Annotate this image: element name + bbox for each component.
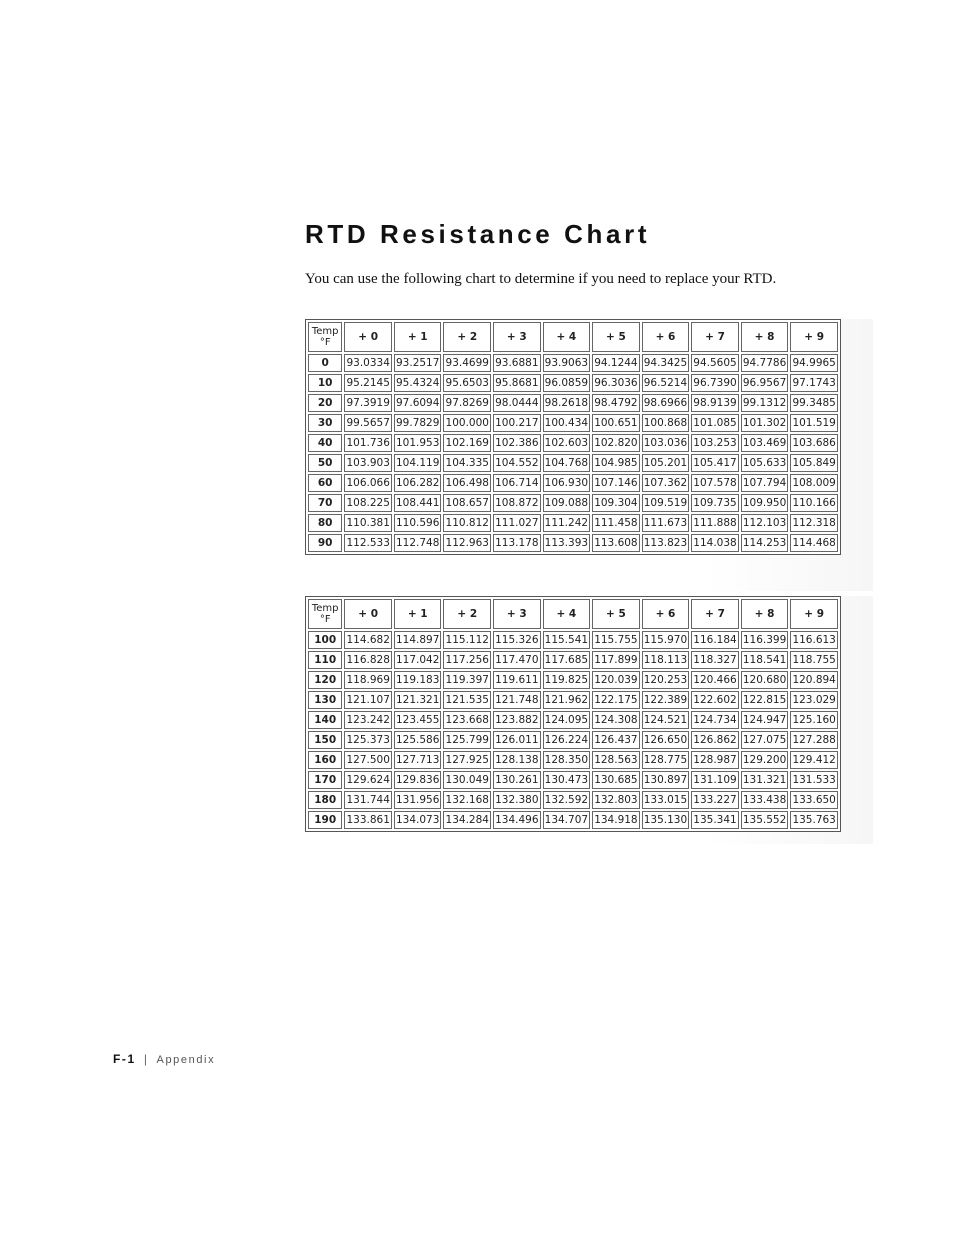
resistance-cell: 101.519 [790, 414, 838, 432]
resistance-cell: 124.308 [592, 711, 640, 729]
resistance-cell: 101.085 [691, 414, 739, 432]
resistance-cell: 127.500 [344, 751, 392, 769]
offset-column-header: + 5 [592, 599, 640, 629]
resistance-cell: 104.335 [443, 454, 491, 472]
resistance-cell: 131.956 [394, 791, 442, 809]
resistance-cell: 113.608 [592, 534, 640, 552]
table-row [308, 514, 838, 532]
temp-cell: 120 [308, 671, 342, 689]
resistance-cell: 130.473 [543, 771, 591, 789]
resistance-cell: 134.496 [493, 811, 541, 829]
resistance-cell: 95.2145 [344, 374, 392, 392]
resistance-cell: 116.828 [344, 651, 392, 669]
resistance-cell: 135.130 [642, 811, 690, 829]
rtd-table-2 [305, 596, 841, 832]
resistance-cell: 107.362 [642, 474, 690, 492]
resistance-cell: 129.624 [344, 771, 392, 789]
resistance-cell: 114.682 [344, 631, 392, 649]
resistance-cell: 118.541 [741, 651, 789, 669]
resistance-cell: 96.0859 [543, 374, 591, 392]
temp-cell: 30 [308, 414, 342, 432]
offset-column-header: + 5 [592, 322, 640, 352]
resistance-cell: 120.466 [691, 671, 739, 689]
resistance-cell: 94.1244 [592, 354, 640, 372]
resistance-cell: 109.304 [592, 494, 640, 512]
temp-cell: 0 [308, 354, 342, 372]
table-row [308, 711, 838, 729]
resistance-cell: 128.775 [642, 751, 690, 769]
resistance-cell: 115.755 [592, 631, 640, 649]
temp-cell: 80 [308, 514, 342, 532]
table-row [308, 434, 838, 452]
resistance-cell: 99.3485 [790, 394, 838, 412]
resistance-cell: 133.227 [691, 791, 739, 809]
table-row [308, 454, 838, 472]
footer-separator: | [143, 1052, 149, 1066]
resistance-cell: 110.812 [443, 514, 491, 532]
resistance-cell: 126.224 [543, 731, 591, 749]
resistance-cell: 98.0444 [493, 394, 541, 412]
resistance-cell: 108.872 [493, 494, 541, 512]
offset-column-header: + 1 [394, 599, 442, 629]
resistance-cell: 113.823 [642, 534, 690, 552]
resistance-cell: 124.734 [691, 711, 739, 729]
resistance-cell: 127.713 [394, 751, 442, 769]
resistance-cell: 95.4324 [394, 374, 442, 392]
temp-cell: 130 [308, 691, 342, 709]
resistance-cell: 101.302 [741, 414, 789, 432]
resistance-cell: 135.341 [691, 811, 739, 829]
resistance-cell: 115.970 [642, 631, 690, 649]
temp-header-label: Temp [311, 326, 339, 337]
resistance-cell: 94.9965 [790, 354, 838, 372]
resistance-cell: 106.930 [543, 474, 591, 492]
resistance-cell: 98.2618 [543, 394, 591, 412]
resistance-cell: 97.6094 [394, 394, 442, 412]
section-name: Appendix [156, 1054, 216, 1066]
resistance-cell: 132.592 [543, 791, 591, 809]
resistance-cell: 106.498 [443, 474, 491, 492]
resistance-cell: 132.168 [443, 791, 491, 809]
resistance-cell: 119.611 [493, 671, 541, 689]
resistance-cell: 134.073 [394, 811, 442, 829]
resistance-cell: 108.441 [394, 494, 442, 512]
resistance-cell: 97.3919 [344, 394, 392, 412]
resistance-cell: 104.119 [394, 454, 442, 472]
resistance-cell: 133.861 [344, 811, 392, 829]
table-row [308, 651, 838, 669]
offset-column-header: + 6 [642, 322, 690, 352]
resistance-cell: 131.744 [344, 791, 392, 809]
page-footer [113, 1052, 215, 1066]
resistance-cell: 98.4792 [592, 394, 640, 412]
resistance-cell: 111.888 [691, 514, 739, 532]
resistance-cell: 120.253 [642, 671, 690, 689]
resistance-cell: 129.412 [790, 751, 838, 769]
resistance-cell: 134.284 [443, 811, 491, 829]
table-row [308, 494, 838, 512]
resistance-cell: 96.3036 [592, 374, 640, 392]
temp-header-unit: °F [319, 337, 331, 348]
resistance-cell: 93.4699 [443, 354, 491, 372]
resistance-cell: 108.009 [790, 474, 838, 492]
resistance-cell: 123.668 [443, 711, 491, 729]
temp-cell: 190 [308, 811, 342, 829]
resistance-cell: 106.282 [394, 474, 442, 492]
resistance-cell: 130.685 [592, 771, 640, 789]
resistance-cell: 115.112 [443, 631, 491, 649]
resistance-cell: 130.049 [443, 771, 491, 789]
resistance-cell: 115.326 [493, 631, 541, 649]
table-row [308, 534, 838, 552]
resistance-cell: 101.736 [344, 434, 392, 452]
resistance-cell: 112.318 [790, 514, 838, 532]
resistance-cell: 119.397 [443, 671, 491, 689]
temp-cell: 160 [308, 751, 342, 769]
resistance-cell: 109.735 [691, 494, 739, 512]
resistance-cell: 124.095 [543, 711, 591, 729]
resistance-cell: 100.651 [592, 414, 640, 432]
table-row [308, 354, 838, 372]
resistance-cell: 103.036 [642, 434, 690, 452]
resistance-cell: 122.602 [691, 691, 739, 709]
resistance-cell: 94.3425 [642, 354, 690, 372]
resistance-cell: 103.686 [790, 434, 838, 452]
offset-column-header: + 7 [691, 599, 739, 629]
resistance-cell: 119.183 [394, 671, 442, 689]
resistance-cell: 104.768 [543, 454, 591, 472]
resistance-cell: 95.6503 [443, 374, 491, 392]
resistance-cell: 134.918 [592, 811, 640, 829]
resistance-cell: 102.603 [543, 434, 591, 452]
offset-column-header: + 9 [790, 599, 838, 629]
resistance-cell: 110.381 [344, 514, 392, 532]
resistance-cell: 125.160 [790, 711, 838, 729]
resistance-cell: 109.950 [741, 494, 789, 512]
resistance-cell: 105.417 [691, 454, 739, 472]
resistance-cell: 109.519 [642, 494, 690, 512]
table-row [308, 474, 838, 492]
temp-cell: 20 [308, 394, 342, 412]
resistance-cell: 117.685 [543, 651, 591, 669]
resistance-cell: 124.521 [642, 711, 690, 729]
resistance-cell: 126.862 [691, 731, 739, 749]
resistance-cell: 116.184 [691, 631, 739, 649]
resistance-cell: 127.925 [443, 751, 491, 769]
resistance-cell: 114.468 [790, 534, 838, 552]
resistance-cell: 134.707 [543, 811, 591, 829]
resistance-cell: 126.650 [642, 731, 690, 749]
resistance-cell: 108.657 [443, 494, 491, 512]
resistance-cell: 121.321 [394, 691, 442, 709]
resistance-cell: 100.868 [642, 414, 690, 432]
resistance-cell: 103.469 [741, 434, 789, 452]
intro-paragraph: You can use the following chart to determine if you need to replace your RTD. [305, 271, 777, 287]
resistance-cell: 120.680 [741, 671, 789, 689]
resistance-cell: 133.438 [741, 791, 789, 809]
resistance-cell: 122.815 [741, 691, 789, 709]
temp-cell: 140 [308, 711, 342, 729]
resistance-cell: 119.825 [543, 671, 591, 689]
resistance-cell: 120.039 [592, 671, 640, 689]
resistance-cell: 96.9567 [741, 374, 789, 392]
table-row [308, 731, 838, 749]
table-row [308, 811, 838, 829]
table-header-row [308, 322, 838, 352]
resistance-cell: 106.714 [493, 474, 541, 492]
table-row [308, 791, 838, 809]
resistance-cell: 123.882 [493, 711, 541, 729]
resistance-cell: 127.075 [741, 731, 789, 749]
resistance-cell: 100.000 [443, 414, 491, 432]
resistance-cell: 100.217 [493, 414, 541, 432]
resistance-cell: 123.455 [394, 711, 442, 729]
resistance-cell: 102.386 [493, 434, 541, 452]
resistance-cell: 127.288 [790, 731, 838, 749]
resistance-cell: 124.947 [741, 711, 789, 729]
offset-column-header: + 8 [741, 599, 789, 629]
resistance-cell: 113.178 [493, 534, 541, 552]
resistance-cell: 123.029 [790, 691, 838, 709]
temp-column-header [308, 322, 342, 352]
resistance-cell: 125.799 [443, 731, 491, 749]
table-row [308, 771, 838, 789]
resistance-cell: 118.327 [691, 651, 739, 669]
temp-cell: 70 [308, 494, 342, 512]
resistance-cell: 135.552 [741, 811, 789, 829]
resistance-cell: 99.7829 [394, 414, 442, 432]
offset-column-header: + 9 [790, 322, 838, 352]
resistance-cell: 93.9063 [543, 354, 591, 372]
resistance-cell: 103.253 [691, 434, 739, 452]
resistance-cell: 111.673 [642, 514, 690, 532]
temp-cell: 90 [308, 534, 342, 552]
resistance-cell: 108.225 [344, 494, 392, 512]
resistance-cell: 105.849 [790, 454, 838, 472]
resistance-cell: 100.434 [543, 414, 591, 432]
page-title: RTD Resistance Chart [305, 219, 651, 249]
resistance-cell: 118.969 [344, 671, 392, 689]
resistance-cell: 130.897 [642, 771, 690, 789]
resistance-cell: 107.794 [741, 474, 789, 492]
offset-column-header: + 3 [493, 322, 541, 352]
resistance-cell: 117.256 [443, 651, 491, 669]
resistance-cell: 97.1743 [790, 374, 838, 392]
resistance-cell: 110.166 [790, 494, 838, 512]
resistance-cell: 126.437 [592, 731, 640, 749]
resistance-cell: 132.380 [493, 791, 541, 809]
temp-cell: 60 [308, 474, 342, 492]
rtd-table-1-container [305, 319, 873, 591]
resistance-cell: 112.533 [344, 534, 392, 552]
temp-cell: 180 [308, 791, 342, 809]
temp-cell: 150 [308, 731, 342, 749]
offset-column-header: + 8 [741, 322, 789, 352]
resistance-cell: 128.987 [691, 751, 739, 769]
resistance-cell: 99.1312 [741, 394, 789, 412]
resistance-cell: 94.5605 [691, 354, 739, 372]
page-number: F-1 [113, 1052, 136, 1066]
offset-column-header: + 4 [543, 599, 591, 629]
resistance-cell: 101.953 [394, 434, 442, 452]
temp-cell: 10 [308, 374, 342, 392]
temp-cell: 40 [308, 434, 342, 452]
resistance-cell: 110.596 [394, 514, 442, 532]
table-header-row [308, 599, 838, 629]
table-row [308, 631, 838, 649]
resistance-cell: 102.820 [592, 434, 640, 452]
resistance-cell: 116.613 [790, 631, 838, 649]
resistance-cell: 130.261 [493, 771, 541, 789]
temp-header-unit: °F [319, 614, 331, 625]
resistance-cell: 113.393 [543, 534, 591, 552]
resistance-cell: 93.6881 [493, 354, 541, 372]
resistance-cell: 123.242 [344, 711, 392, 729]
temp-cell: 110 [308, 651, 342, 669]
resistance-cell: 125.373 [344, 731, 392, 749]
offset-column-header: + 2 [443, 322, 491, 352]
resistance-cell: 133.650 [790, 791, 838, 809]
resistance-cell: 121.748 [493, 691, 541, 709]
resistance-cell: 104.985 [592, 454, 640, 472]
resistance-cell: 107.578 [691, 474, 739, 492]
table-row [308, 751, 838, 769]
resistance-cell: 122.389 [642, 691, 690, 709]
resistance-cell: 97.8269 [443, 394, 491, 412]
table-row [308, 374, 838, 392]
resistance-cell: 121.962 [543, 691, 591, 709]
offset-column-header: + 7 [691, 322, 739, 352]
rtd-table-1 [305, 319, 841, 555]
resistance-cell: 133.015 [642, 791, 690, 809]
resistance-cell: 98.9139 [691, 394, 739, 412]
resistance-cell: 132.803 [592, 791, 640, 809]
resistance-cell: 112.748 [394, 534, 442, 552]
resistance-cell: 105.633 [741, 454, 789, 472]
rtd-table-2-container [305, 596, 873, 844]
resistance-cell: 111.458 [592, 514, 640, 532]
resistance-cell: 112.963 [443, 534, 491, 552]
resistance-cell: 128.138 [493, 751, 541, 769]
temp-cell: 170 [308, 771, 342, 789]
offset-column-header: + 1 [394, 322, 442, 352]
resistance-cell: 102.169 [443, 434, 491, 452]
table-row [308, 671, 838, 689]
resistance-cell: 94.7786 [741, 354, 789, 372]
temp-column-header [308, 599, 342, 629]
offset-column-header: + 2 [443, 599, 491, 629]
resistance-cell: 93.2517 [394, 354, 442, 372]
resistance-cell: 95.8681 [493, 374, 541, 392]
resistance-cell: 109.088 [543, 494, 591, 512]
offset-column-header: + 3 [493, 599, 541, 629]
resistance-cell: 121.107 [344, 691, 392, 709]
resistance-cell: 106.066 [344, 474, 392, 492]
resistance-cell: 118.755 [790, 651, 838, 669]
temp-cell: 100 [308, 631, 342, 649]
resistance-cell: 96.7390 [691, 374, 739, 392]
resistance-cell: 99.5657 [344, 414, 392, 432]
resistance-cell: 129.200 [741, 751, 789, 769]
resistance-cell: 117.899 [592, 651, 640, 669]
resistance-cell: 98.6966 [642, 394, 690, 412]
table-row [308, 394, 838, 412]
resistance-cell: 128.350 [543, 751, 591, 769]
resistance-cell: 131.321 [741, 771, 789, 789]
resistance-cell: 111.027 [493, 514, 541, 532]
resistance-cell: 121.535 [443, 691, 491, 709]
resistance-cell: 117.042 [394, 651, 442, 669]
resistance-cell: 104.552 [493, 454, 541, 472]
temp-cell: 50 [308, 454, 342, 472]
offset-column-header: + 6 [642, 599, 690, 629]
resistance-cell: 120.894 [790, 671, 838, 689]
offset-column-header: + 0 [344, 322, 392, 352]
temp-header-label: Temp [311, 603, 339, 614]
resistance-cell: 117.470 [493, 651, 541, 669]
resistance-cell: 126.011 [493, 731, 541, 749]
resistance-cell: 129.836 [394, 771, 442, 789]
resistance-cell: 128.563 [592, 751, 640, 769]
offset-column-header: + 0 [344, 599, 392, 629]
resistance-cell: 96.5214 [642, 374, 690, 392]
resistance-cell: 118.113 [642, 651, 690, 669]
offset-column-header: + 4 [543, 322, 591, 352]
resistance-cell: 111.242 [543, 514, 591, 532]
resistance-cell: 115.541 [543, 631, 591, 649]
table-row [308, 414, 838, 432]
resistance-cell: 103.903 [344, 454, 392, 472]
resistance-cell: 114.253 [741, 534, 789, 552]
resistance-cell: 135.763 [790, 811, 838, 829]
table-row [308, 691, 838, 709]
resistance-cell: 114.038 [691, 534, 739, 552]
resistance-cell: 131.533 [790, 771, 838, 789]
resistance-cell: 125.586 [394, 731, 442, 749]
resistance-cell: 93.0334 [344, 354, 392, 372]
resistance-cell: 105.201 [642, 454, 690, 472]
resistance-cell: 122.175 [592, 691, 640, 709]
resistance-cell: 114.897 [394, 631, 442, 649]
resistance-cell: 131.109 [691, 771, 739, 789]
resistance-cell: 116.399 [741, 631, 789, 649]
resistance-cell: 107.146 [592, 474, 640, 492]
resistance-cell: 112.103 [741, 514, 789, 532]
